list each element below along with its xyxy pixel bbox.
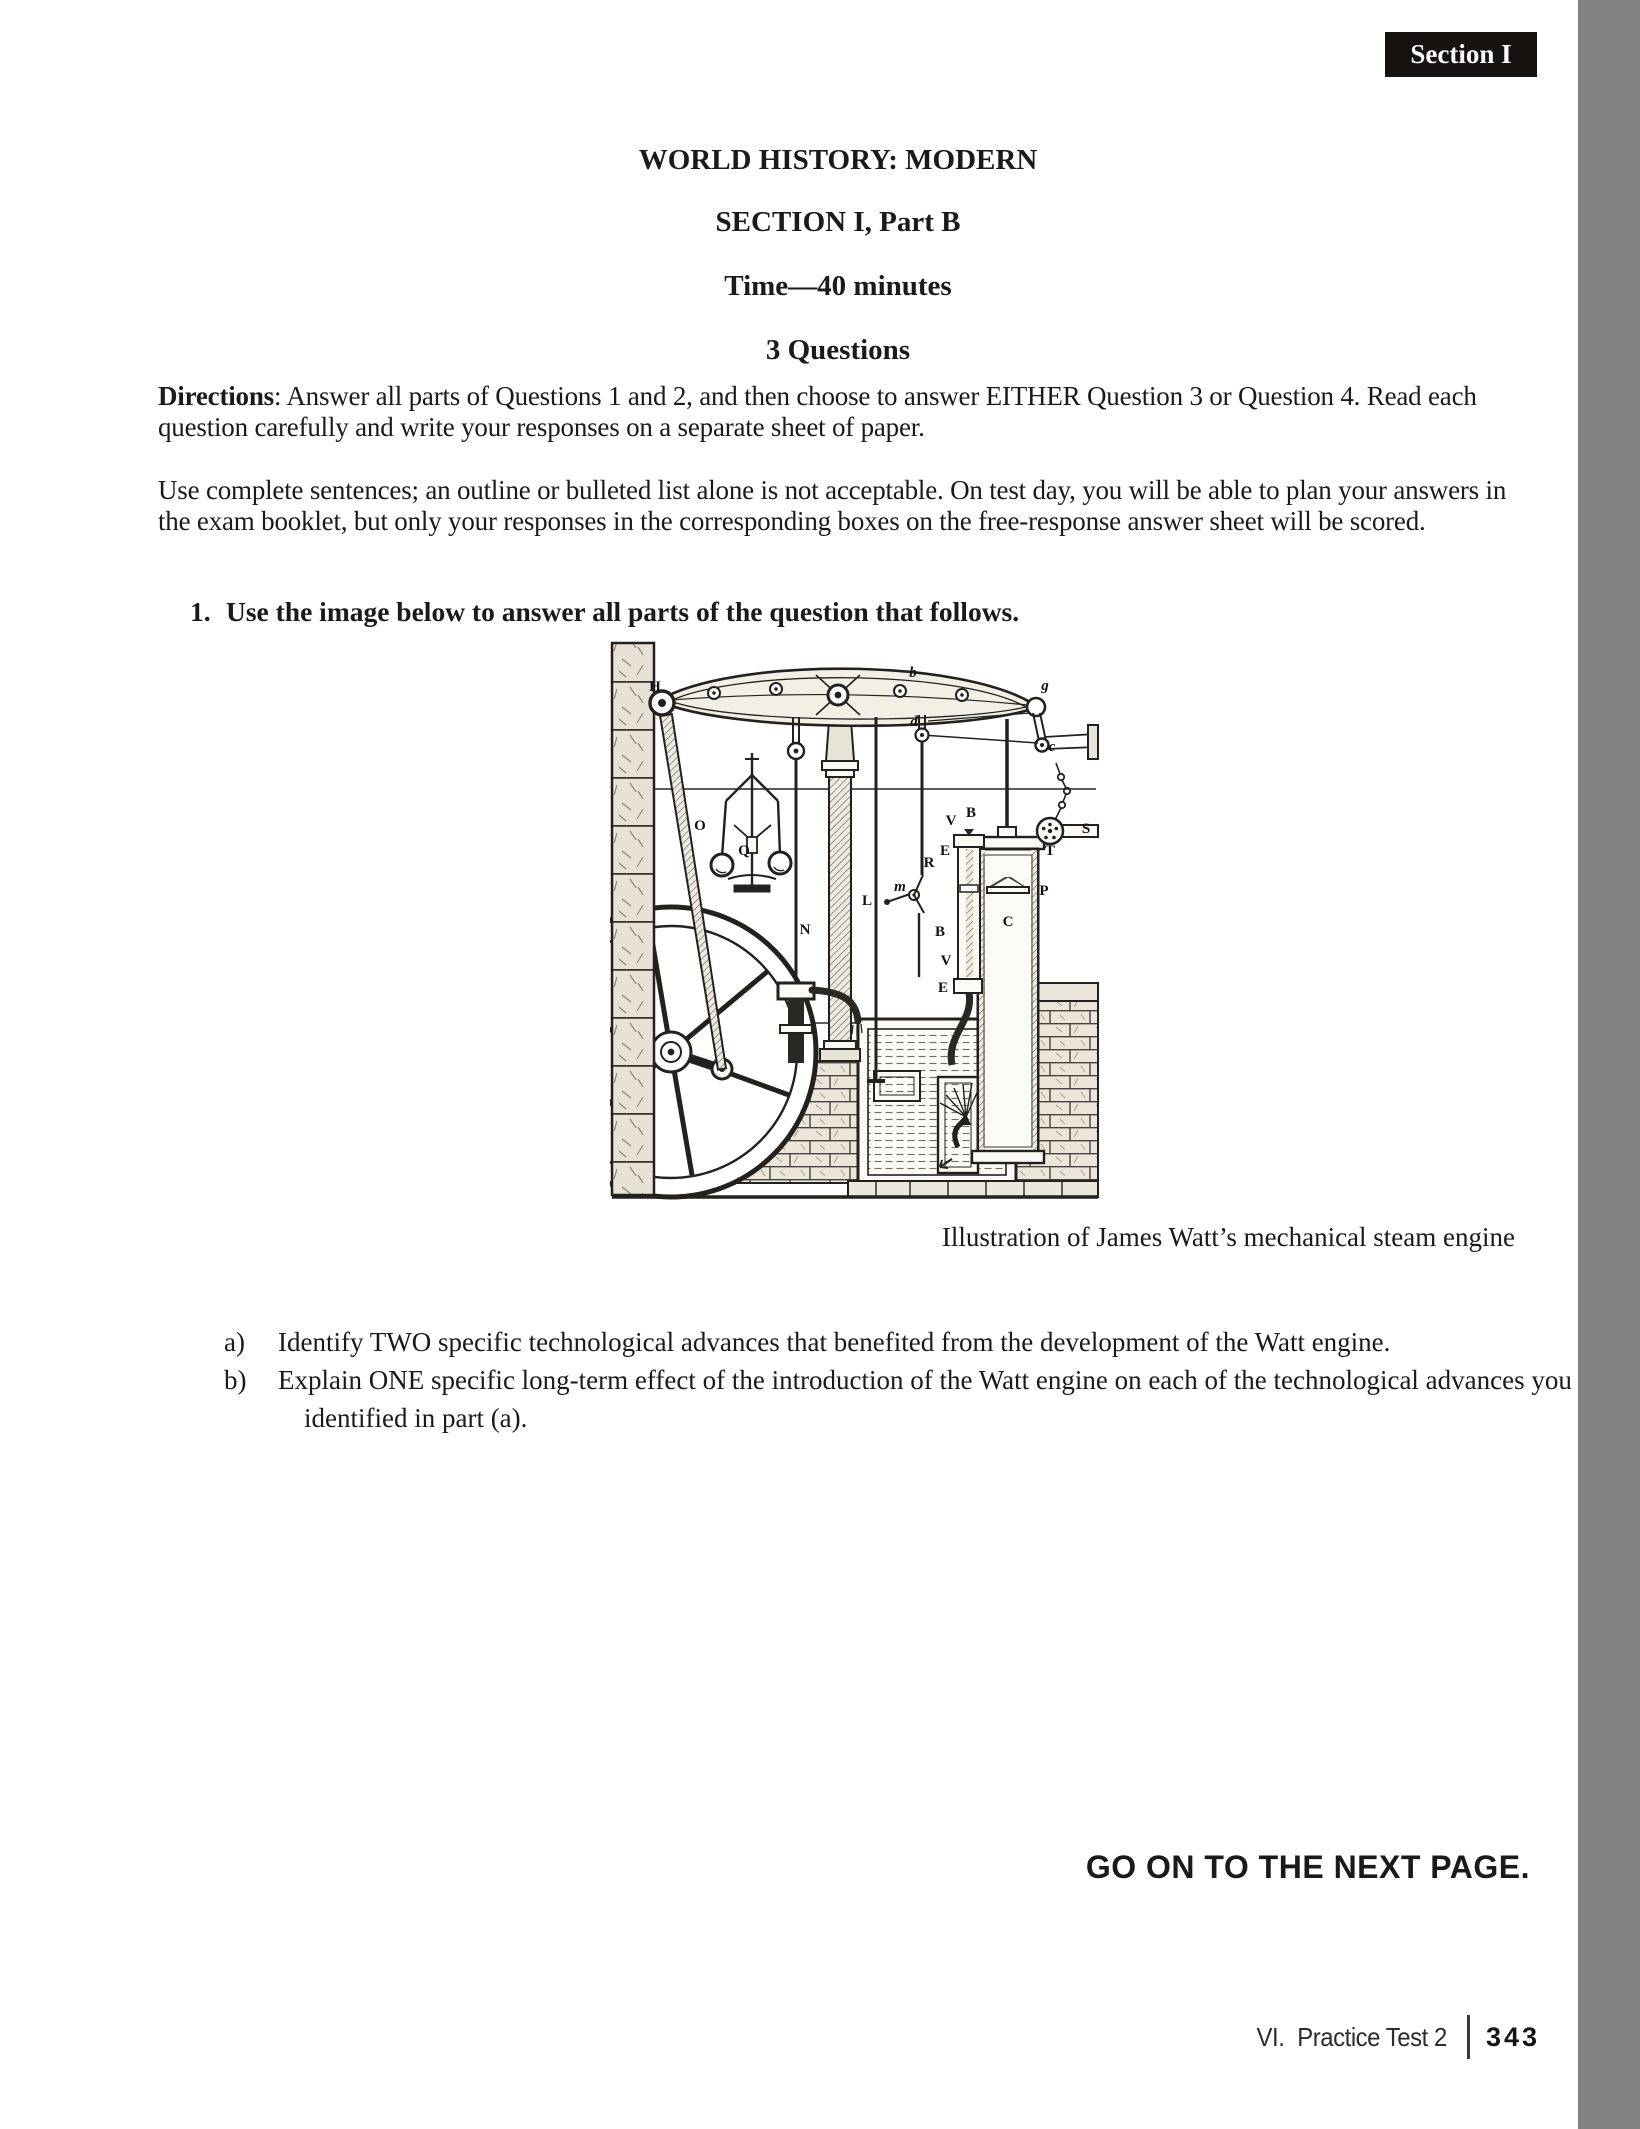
engine-label-R: R — [923, 855, 935, 871]
walking-beam — [650, 669, 1098, 759]
section-badge-label: Section I — [1410, 39, 1512, 69]
part-b-text-line2: identified in part (a). — [304, 1403, 528, 1433]
page-footer — [1240, 2014, 1540, 2060]
directions-paragraph — [158, 381, 1520, 443]
figure-caption: Illustration of James Watt’s mechanical steam engine — [941, 1222, 1515, 1252]
engine-label-S: S — [1081, 821, 1091, 837]
footer-section-number: VI. — [1256, 2021, 1285, 2052]
footer-breadcrumb — [1257, 2022, 1447, 2053]
engine-label-E: E — [939, 843, 951, 859]
question-1-prompt — [190, 596, 1019, 628]
engine-label-N: N — [799, 922, 811, 938]
engine-label-m: m — [894, 879, 906, 895]
engine-label-V: V — [940, 953, 952, 969]
steam-engine-illustration — [610, 633, 1100, 1205]
footer-section-title: Practice Test 2 — [1297, 2021, 1447, 2052]
engine-label-c: c — [1048, 739, 1056, 755]
footer-divider — [1467, 2015, 1470, 2059]
question-prompt-text: Use the image below to answer all parts of the question that follows. — [226, 596, 1020, 627]
engine-label-g: g — [1041, 678, 1049, 694]
part-b-label: b) — [224, 1365, 247, 1395]
engine-label-L: L — [861, 893, 873, 909]
question-count-heading: 3 Questions — [765, 334, 911, 366]
engine-label-C: C — [1002, 914, 1014, 930]
engine-label-T: T — [1044, 843, 1056, 859]
engine-label-B: B — [965, 805, 977, 821]
engine-label-H: H — [649, 679, 661, 695]
engine-label-b: b — [909, 665, 917, 681]
engine-label-B: B — [934, 924, 946, 940]
engine-label-Q: Q — [738, 843, 750, 859]
page-number: 343 — [1485, 2021, 1540, 2052]
instructions-paragraph: Use complete sentences; an outline or bulleted list alone is not acceptable. On test day, you will be able to plan your answers in the exam booklet, but only your responses in the corresponding boxes on the free-response answer sheet will be scored. — [158, 475, 1507, 536]
section-badge — [1385, 32, 1537, 77]
centrifugal-governor — [711, 753, 791, 892]
exam-title: WORLD HISTORY: MODERN — [638, 144, 1038, 176]
part-a-label: a) — [224, 1327, 245, 1357]
part-a-text: Identify TWO specific technological advances that benefited from the development of the Watt engine. — [278, 1327, 1391, 1357]
engine-label-V: V — [945, 813, 957, 829]
directions-lead: Directions — [158, 381, 274, 411]
directions-text: : Answer all parts of Questions 1 and 2, and then choose to answer EITHER Question 3 or Question 4. Read each question carefully and write your responses on a separate sheet of paper. — [158, 381, 1477, 442]
part-b-text-line1: Explain ONE specific long-term effect of the introduction of the Watt engine on each of the technological advances you — [278, 1365, 1572, 1395]
time-heading: Time—40 minutes — [724, 270, 952, 302]
section-heading: SECTION I, Part B — [715, 206, 961, 238]
engine-label-P: P — [1039, 883, 1049, 899]
engine-label-O: O — [694, 818, 706, 834]
engine-label-E: E — [937, 980, 949, 996]
page-edge-bar — [1578, 0, 1640, 2129]
go-on-notice: GO ON TO THE NEXT PAGE. — [1085, 1849, 1530, 1885]
engine-label-d: d — [910, 714, 918, 730]
steam-engine-engraving — [610, 633, 1100, 1205]
question-number: 1. — [190, 596, 211, 627]
